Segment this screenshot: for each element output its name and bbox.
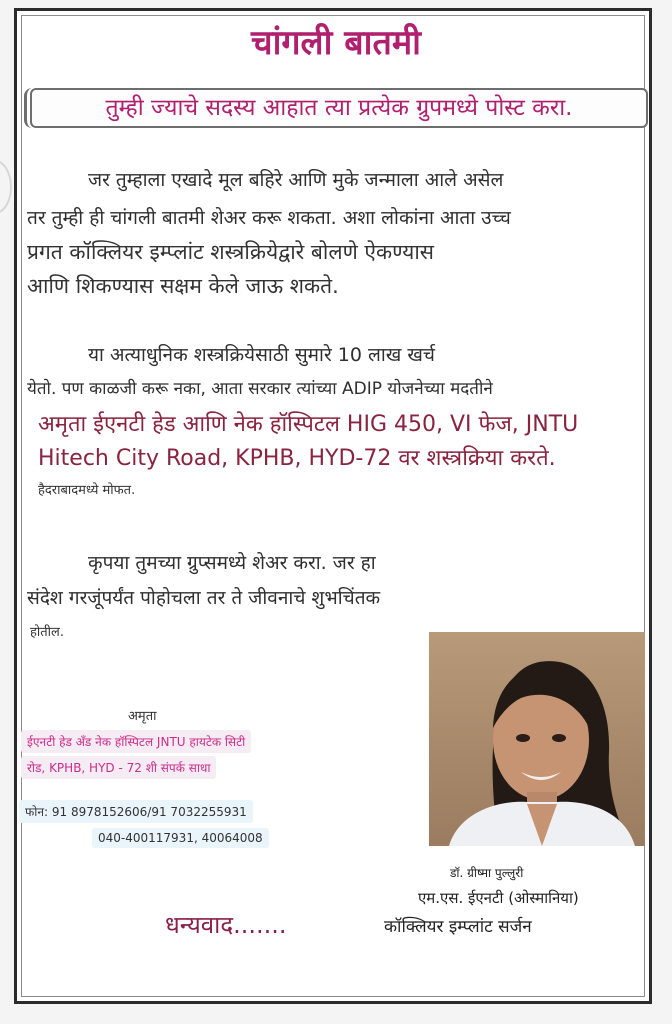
contact-name: अमृता <box>128 709 157 724</box>
doctor-degree: एम.एस. ईएनटी (ओस्मानिया) <box>418 889 579 907</box>
paragraph2-line2: येतो. पण काळजी करू नका, आता सरकार त्यांच्या ADIP योजनेच्या मदतीने <box>27 379 493 399</box>
hospital-address-line2: Hitech City Road, KPHB, HYD-72 वर शस्त्रक्रिया करते. <box>38 446 556 471</box>
contact-phone-landline: 040-400117931, 40064008 <box>92 828 269 848</box>
contact-address-line2: रोड, KPHB, HYD - 72 शी संपर्क साधा <box>21 756 216 779</box>
doctor-photo <box>429 632 645 846</box>
doctor-name: डॉ. ग्रीष्मा पुल्लुरी <box>450 866 524 880</box>
paragraph1-line1: जर तुम्हाला एखादे मूल बहिरे आणि मुके जन्माला आले असेल <box>88 169 504 191</box>
doctor-title: कॉक्लियर इम्प्लांट सर्जन <box>384 917 532 937</box>
paragraph3-line1: कृपया तुमच्या ग्रुप्समध्ये शेअर करा. जर हा <box>88 552 376 574</box>
share-banner: तुम्ही ज्याचे सदस्य आहात त्या प्रत्येक ग्रुपमध्ये पोस्ट करा. <box>30 88 648 128</box>
contact-address-line1: ईएनटी हेड अँड नेक हॉस्पिटल JNTU हायटेक सिटी <box>21 730 251 753</box>
paragraph3-line3: होतील. <box>30 625 64 640</box>
decorative-ring <box>0 160 12 214</box>
paragraph1-line3: प्रगत कॉक्लियर इम्प्लांट शस्त्रक्रियेद्वारे बोलणे ऐकण्यास <box>27 240 434 264</box>
paragraph3-line2: संदेश गरजूंपर्यंत पोहोचला तर ते जीवनाचे शुभचिंतक <box>27 587 381 609</box>
contact-phone: फोन: 91 8978152606/91 7032255931 <box>19 800 253 823</box>
poster-frame <box>14 8 652 1004</box>
hospital-address-line1: अमृता ईएनटी हेड आणि नेक हॉस्पिटल HIG 450, VI फेज, JNTU <box>38 412 579 437</box>
paragraph2-free-note: हैदराबादमध्ये मोफत. <box>38 483 136 498</box>
paragraph1-line4: आणि शिकण्यास सक्षम केले जाऊ शकते. <box>27 274 339 298</box>
doctor-portrait-illustration <box>429 632 645 846</box>
paragraph1-line2: तर तुम्ही ही चांगली बातमी शेअर करू शकता. अशा लोकांना आता उच्च <box>27 207 511 229</box>
poster-title: चांगली बातमी <box>251 23 421 63</box>
closing-thanks: धन्यवाद....... <box>165 911 287 939</box>
paragraph2-line1: या अत्याधुनिक शस्त्रक्रियेसाठी सुमारे 10 लाख खर्च <box>88 344 435 366</box>
poster-inner-border <box>21 15 645 997</box>
